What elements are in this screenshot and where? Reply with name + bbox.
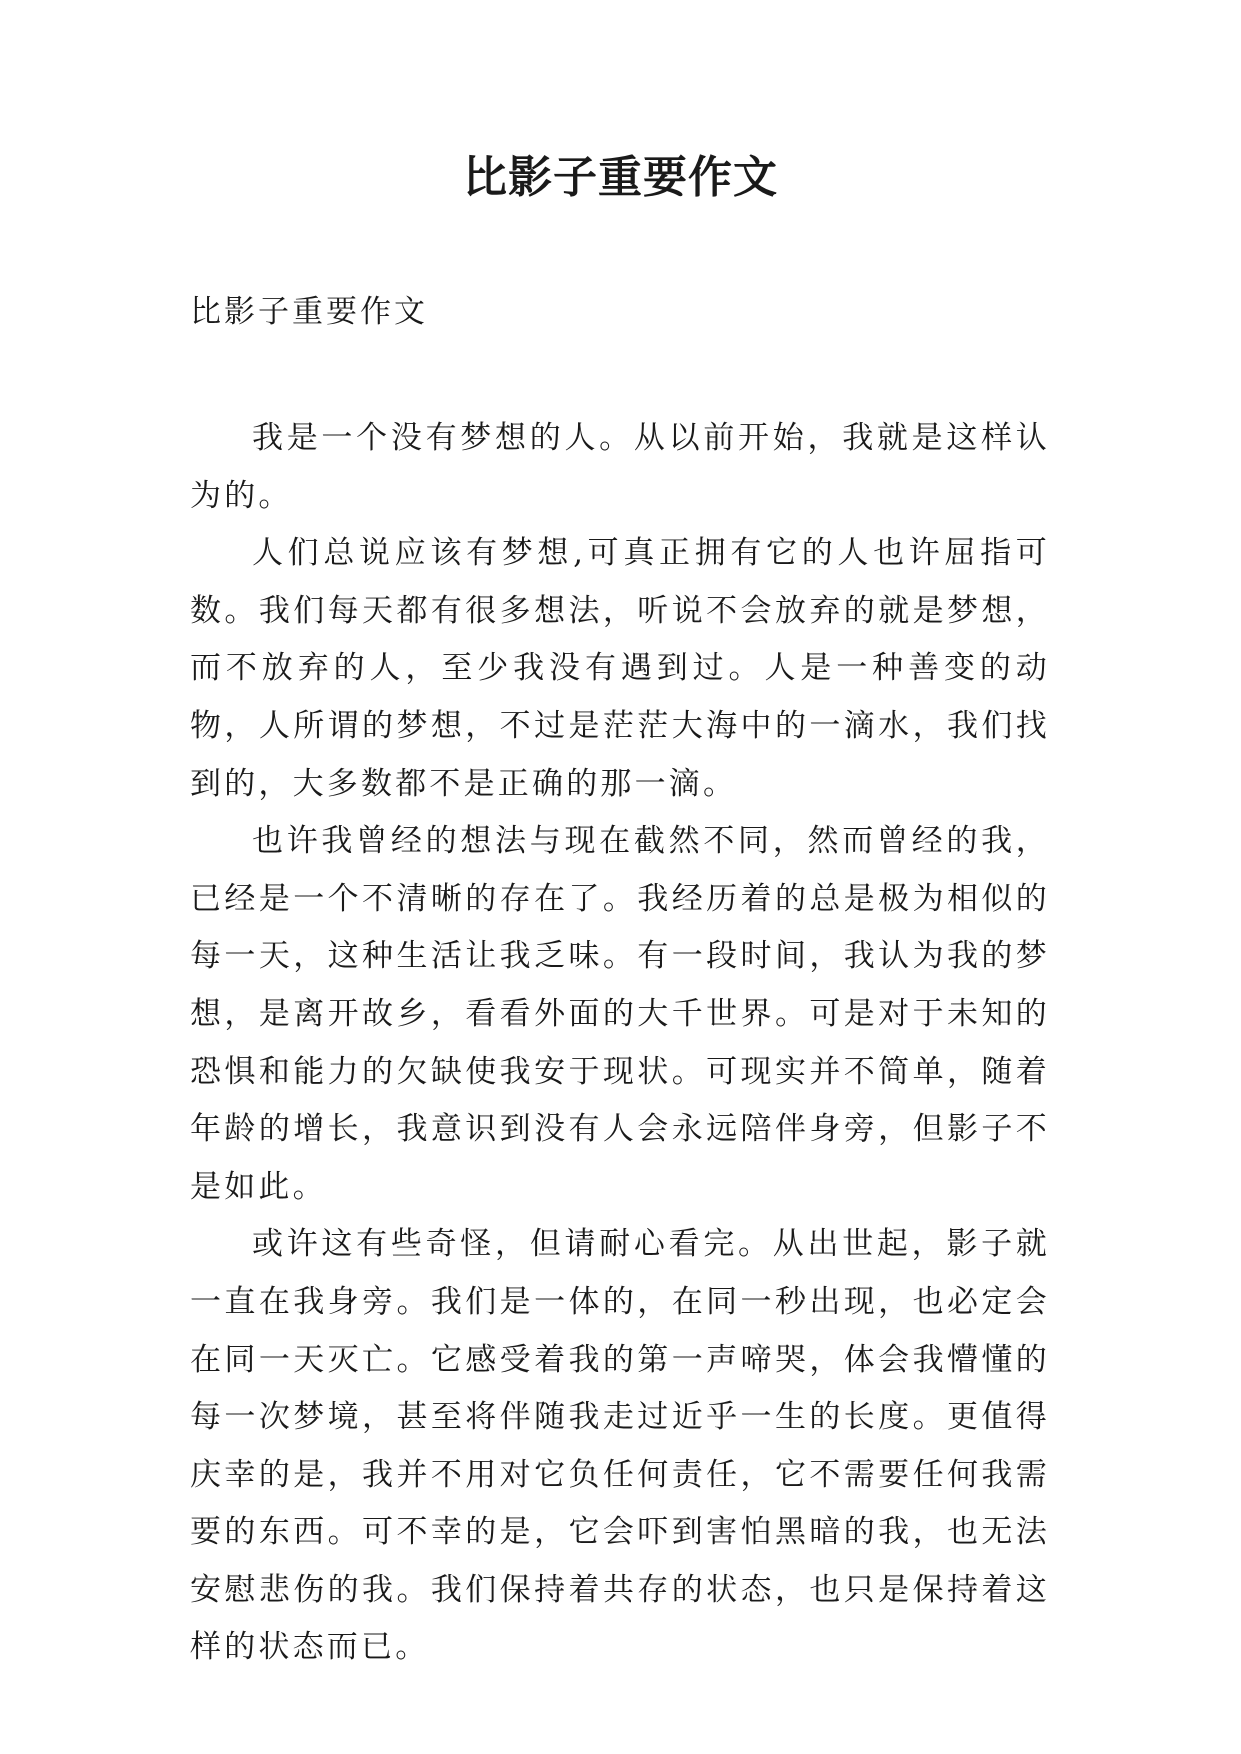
paragraph-2: 人们总说应该有梦想,可真正拥有它的人也许屈指可数。我们每天都有很多想法，听说不会放弃的就是梦想，而不放弃的人，至少我没有遇到过。人是一种善变的动物，人所谓的梦想，不过是茫茫大海中的一滴水，我们找到的，大多数都不是正确的那一滴。 — [190, 535, 1050, 802]
paragraph-4: 或许这有些奇怪，但请耐心看完。从出世起，影子就一直在我身旁。我们是一体的，在同一秒出现，也必定会在同一天灭亡。它感受着我的第一声啼哭，体会我懵懂的每一次梦境，甚至将伴随我走过近乎一生的长度。更值得庆幸的是，我并不用对它负任何责任，它不需要任何我需要的东西。可不幸的是，它会吓到害怕黑暗的我，也无法安慰悲伤的我。我们保持着共存的状态，也只是保持着这样的状态而已。 — [190, 1226, 1050, 1666]
document-subtitle: 比影子重要作文 — [190, 294, 428, 330]
paragraph-1: 我是一个没有梦想的人。从以前开始，我就是这样认为的。 — [190, 420, 1050, 514]
document-title: 比影子重要作文 — [463, 152, 778, 203]
paragraph-3: 也许我曾经的想法与现在截然不同，然而曾经的我，已经是一个不清晰的存在了。我经历着的总是极为相似的每一天，这种生活让我乏味。有一段时间，我认为我的梦想，是离开故乡，看看外面的大千世界。可是对于未知的恐惧和能力的欠缺使我安于现状。可现实并不简单，随着年龄的增长，我意识到没有人会永远陪伴身旁，但影子不是如此。 — [190, 823, 1050, 1205]
essay-body — [190, 410, 1050, 1677]
